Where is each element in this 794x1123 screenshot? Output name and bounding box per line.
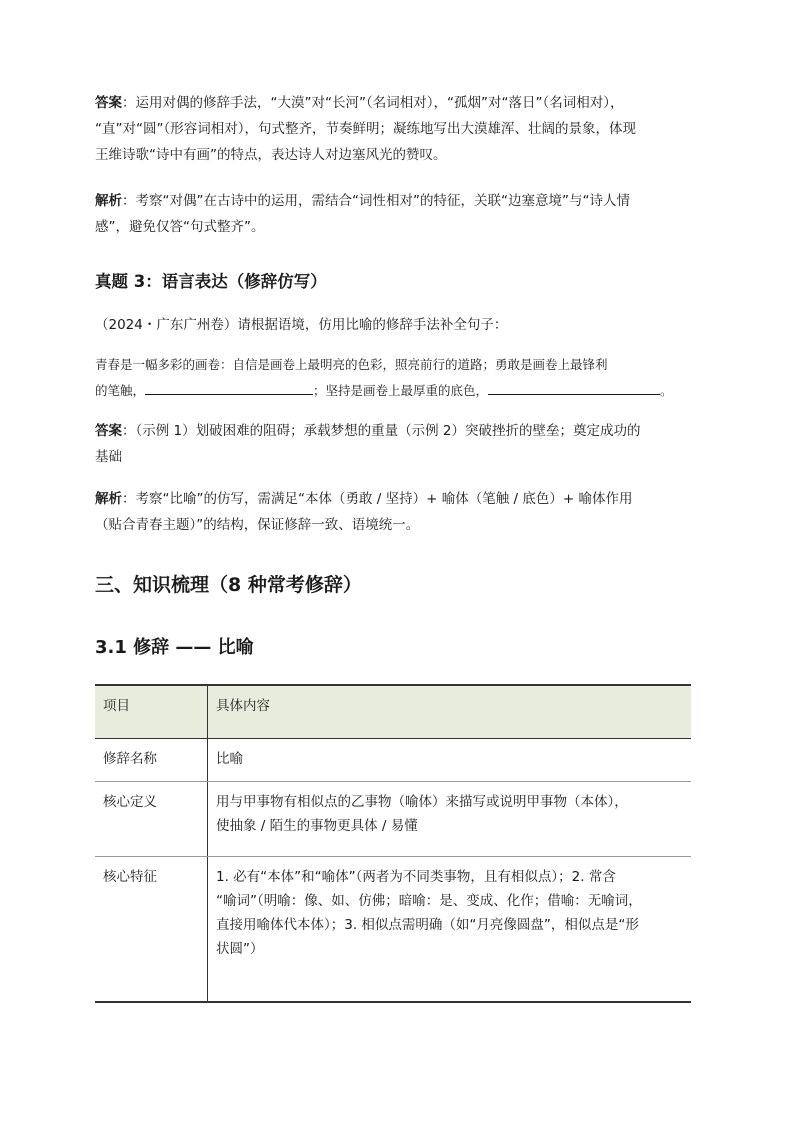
sentence-text-2: 的笔触， — [95, 383, 146, 398]
answer-3-line-2: 基础 — [95, 449, 122, 465]
answer-blank-2[interactable] — [488, 380, 660, 395]
content-line: 比喻 — [216, 751, 243, 767]
table-header-row — [95, 685, 691, 739]
content-line: “喻词”（明喻：像、如、仿佛；暗喻：是、变成、化作；借喻：无喻词， — [216, 893, 642, 909]
content-line: 使抽象 / 陌生的事物更具体 / 易懂 — [216, 818, 418, 834]
sentence-text-3: ；坚持是画卷上最厚重的底色， — [313, 383, 489, 398]
row-item-cell: 核心特征 — [95, 857, 208, 1003]
row-content-cell — [208, 857, 692, 1003]
analysis-label: 解析 — [95, 193, 122, 209]
analysis-3-line-1: ：考察“比喻”的仿写，需满足“本体（勇敢 / 坚持）+ 喻体（笔触 / 底色）+ 喻体作用 — [122, 491, 633, 507]
answer-blank-1[interactable] — [145, 380, 313, 395]
question-3-prompt: （2024・广东广州卷）请根据语境，仿用比喻的修辞手法补全句子： — [95, 317, 508, 333]
content-line: 直接用喻体代本体）；3. 相似点需明确（如“月亮像圆盘”，相似点是“形 — [216, 917, 639, 933]
table-row — [95, 739, 691, 782]
analysis-paragraph-3 — [95, 486, 695, 538]
table-row — [95, 782, 691, 857]
row-item-cell: 修辞名称 — [95, 739, 208, 782]
analysis-text-line-2: 感”，避免仅答“句式整齐”。 — [95, 219, 265, 235]
row-item-cell: 核心定义 — [95, 782, 208, 857]
row-content-cell — [208, 739, 692, 782]
question-3-sentence — [95, 352, 695, 404]
answer-3-line-1: ：（示例 1）划破困难的阻碍；承载梦想的重量（示例 2）突破挫折的壁垒；奠定成功的 — [122, 423, 641, 439]
sentence-line-1: 青春是一幅多彩的画卷：自信是画卷上最明亮的色彩，照亮前行的道路；勇敢是画卷上最锋利 — [95, 357, 608, 372]
analysis-3-line-2: （贴合青春主题）”的结构，保证修辞一致、语境统一。 — [95, 517, 420, 533]
answer-label: 答案 — [95, 95, 122, 111]
answer-paragraph-1 — [95, 90, 695, 168]
sentence-line-2 — [95, 378, 695, 404]
answer-text-line-3: 王维诗歌“诗中有画”的特点，表达诗人对边塞风光的赞叹。 — [95, 147, 447, 163]
row-content-cell — [208, 782, 692, 857]
answer-paragraph-3 — [95, 418, 695, 470]
analysis-paragraph-1 — [95, 188, 695, 240]
header-cell-content: 具体内容 — [208, 685, 692, 739]
answer-text-line-1: ：运用对偶的修辞手法，“大漠”对“长河”（名词相对），“孤烟”对“落日”（名词相对）， — [122, 95, 624, 111]
sentence-text-4: 。 — [660, 383, 673, 398]
section-3-1-heading: 3.1 修辞 —— 比喻 — [95, 637, 254, 658]
content-line: 状圆”） — [216, 941, 264, 957]
content-line: 1. 必有“本体”和“喻体”（两者为不同类事物，且有相似点）；2. 常含 — [216, 869, 616, 885]
section-3-heading: 三、知识梳理（8 种常考修辞） — [95, 574, 362, 596]
content-line: 用与甲事物有相似点的乙事物（喻体）来描写或说明甲事物（本体）， — [216, 794, 628, 810]
analysis-text-line-1: ：考察“对偶”在古诗中的运用，需结合“词性相对”的特征，关联“边塞意境”与“诗人情 — [122, 193, 630, 209]
analysis-label: 解析 — [95, 491, 122, 507]
question-3-heading: 真题 3：语言表达（修辞仿写） — [95, 272, 327, 291]
answer-label: 答案 — [95, 423, 122, 439]
header-cell-item: 项目 — [95, 685, 208, 739]
table-row — [95, 857, 691, 1003]
answer-text-line-2: “直”对“圆”（形容词相对），句式整齐，节奏鲜明；凝练地写出大漠雄浑、壮阔的景象，体现 — [95, 121, 636, 137]
rhetoric-table — [95, 684, 691, 1003]
